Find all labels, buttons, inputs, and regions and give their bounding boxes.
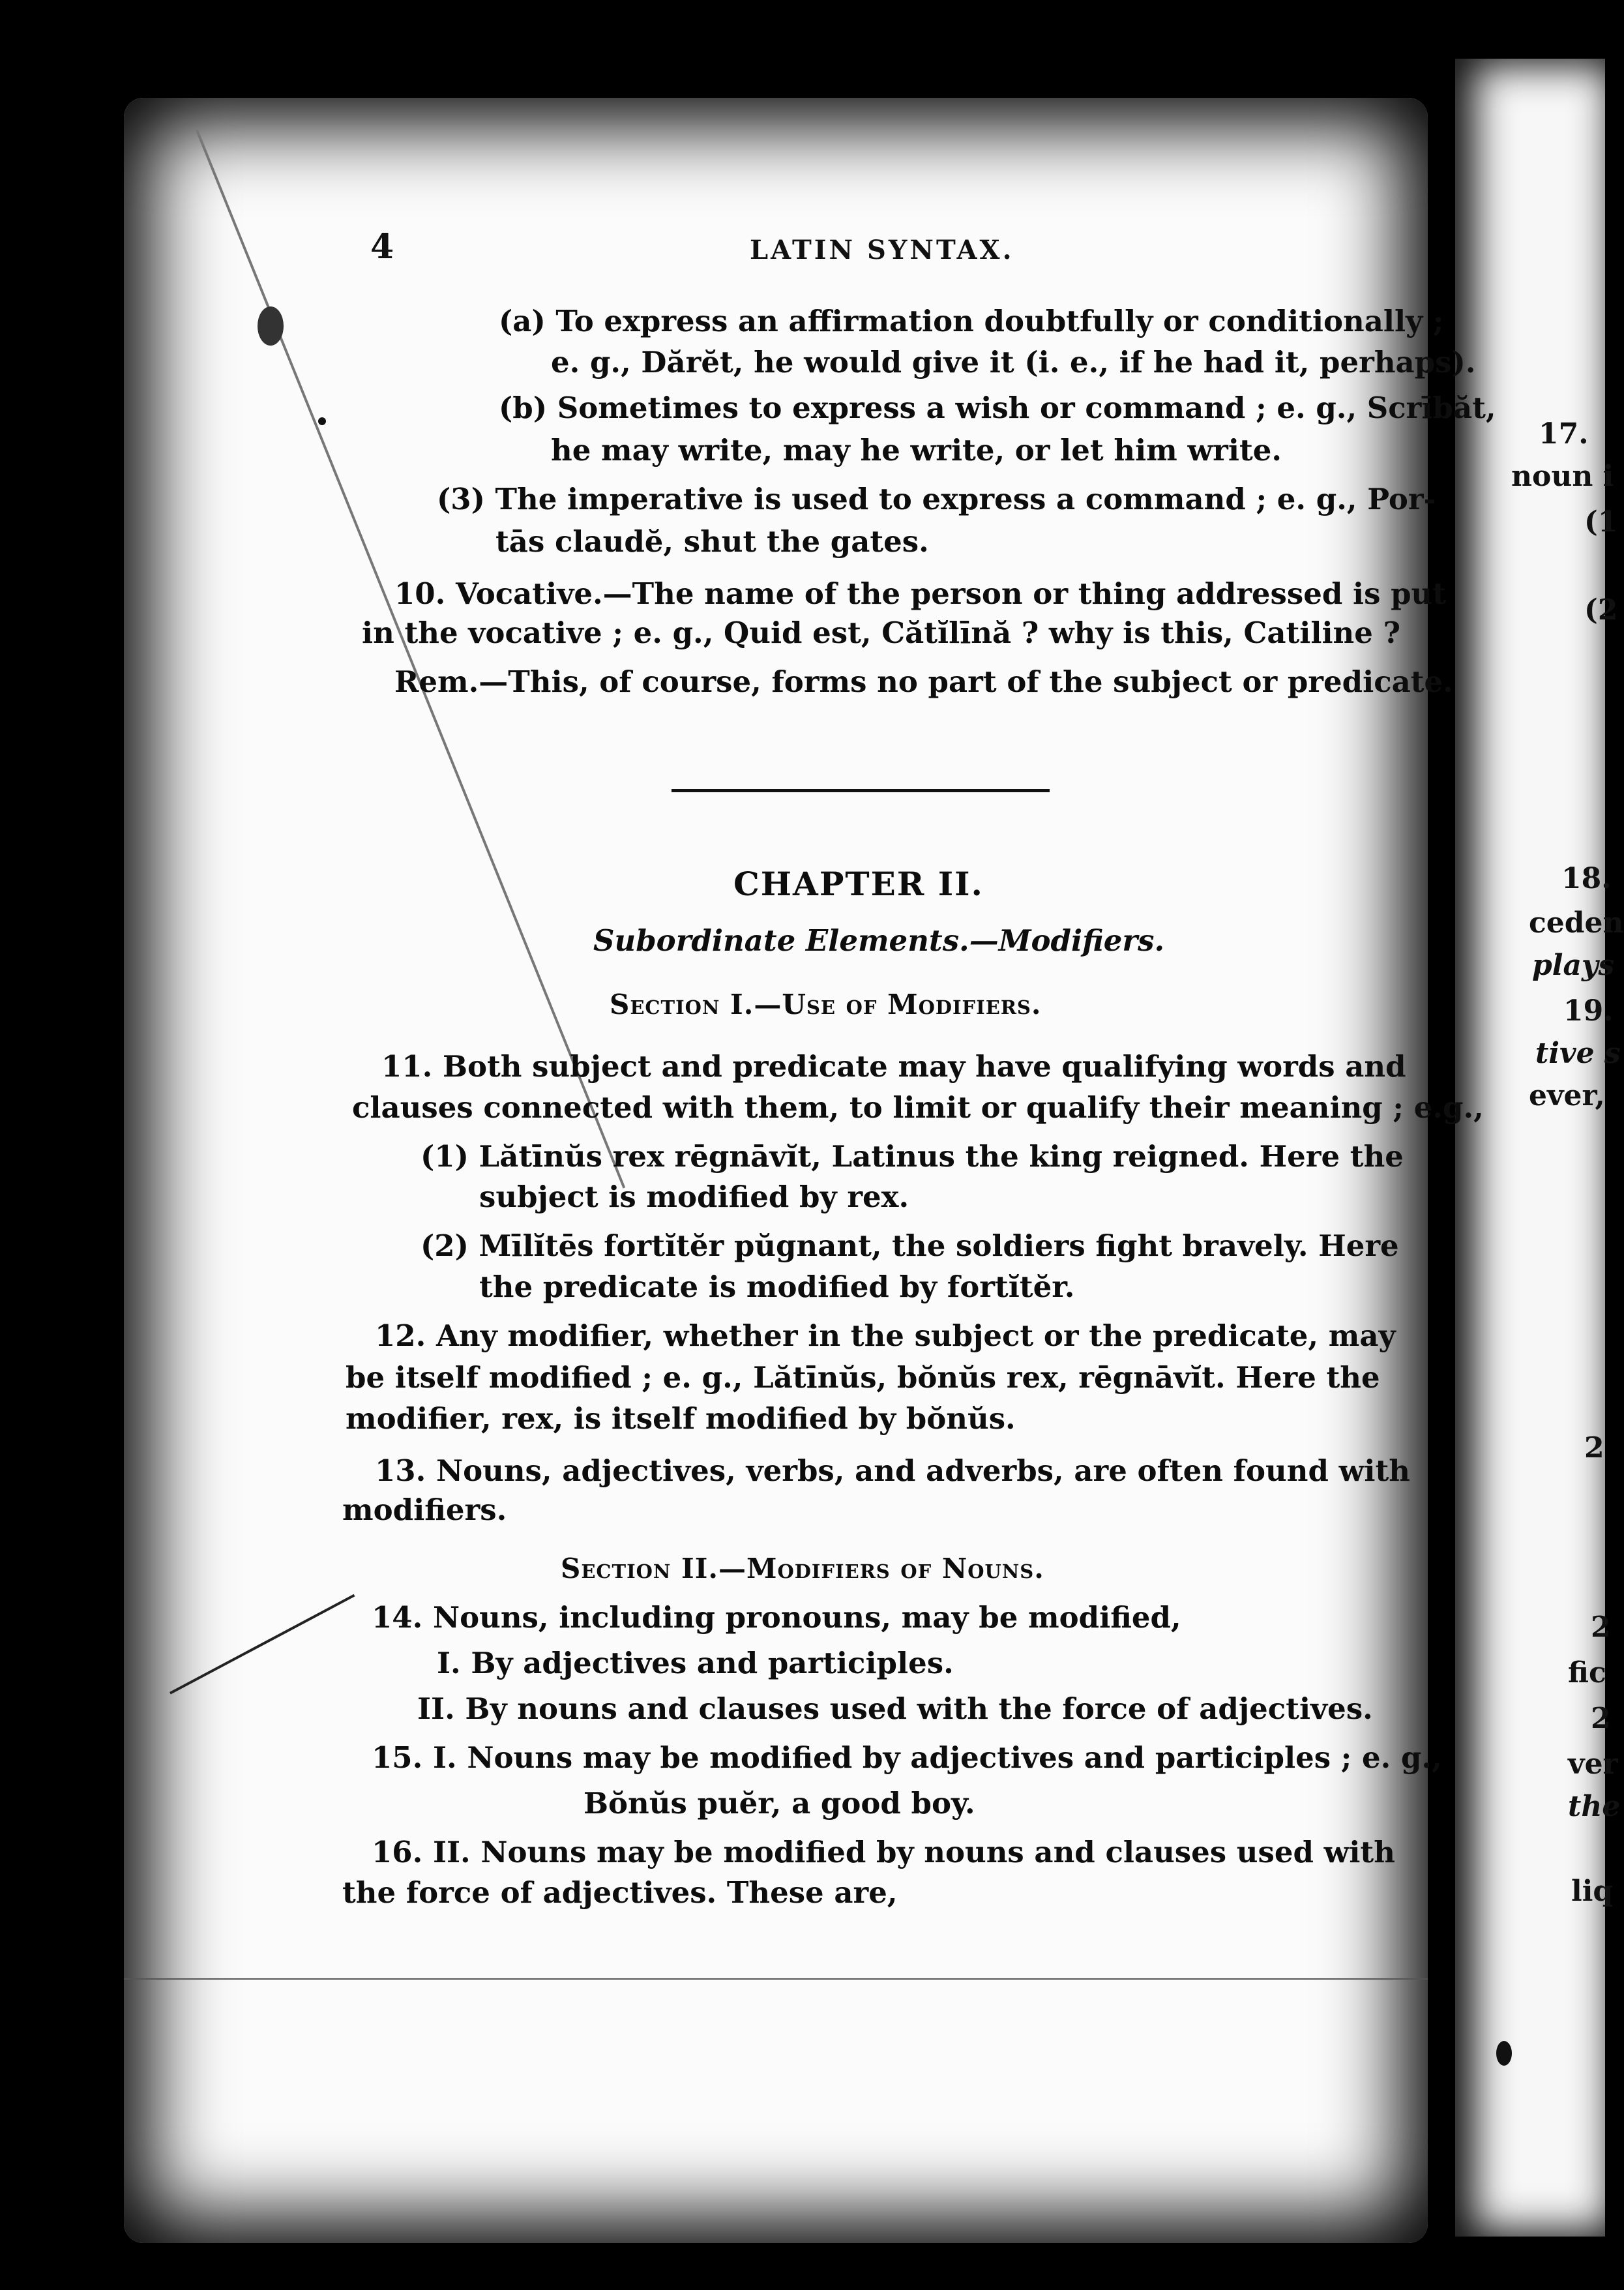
text-line: modifier, rex, is itself modified by bŏnŭs. — [346, 1401, 1016, 1436]
text-line: 14. Nouns, including pronouns, may be modified, — [372, 1600, 1181, 1635]
text-line: (a) To express an affirmation doubtfully or conditionally ; — [499, 304, 1444, 338]
ink-speck — [1496, 2041, 1512, 2066]
page-number: 4 — [370, 227, 394, 267]
text-line: Bŏnŭs puĕr, a good boy. — [583, 1786, 975, 1821]
next-page-text: 18. — [1561, 862, 1612, 895]
next-page-text: (1 — [1584, 505, 1618, 539]
next-page-text: liq — [1571, 1875, 1614, 1908]
next-page-text: tive s — [1535, 1037, 1621, 1070]
next-page-text: 2 — [1591, 1702, 1611, 1735]
text-line: modifiers. — [342, 1493, 507, 1527]
section-divider — [672, 789, 1050, 792]
text-line: the force of adjectives. These are, — [342, 1875, 898, 1910]
next-page-text: 2 — [1591, 1611, 1611, 1644]
text-line: subject is modified by rex. — [479, 1180, 909, 1214]
text-line: clauses connected with them, to limit or qualify their meaning ; e.g., — [352, 1090, 1484, 1125]
text-line: be itself modified ; e. g., Lătīnŭs, bŏnŭs rex, rēgnāvĭt. Here the — [346, 1360, 1380, 1395]
right-page-fragment — [1455, 59, 1605, 2237]
text-line: 10. Vocative.—The name of the person or thing addressed is put — [394, 576, 1447, 611]
section-heading: Section II.—Modifiers of Nouns. — [561, 1553, 1044, 1584]
text-line: 13. Nouns, adjectives, verbs, and adverbs, are often found with — [375, 1453, 1410, 1488]
next-page-text: fic — [1568, 1656, 1606, 1689]
text-line: (2) Mīlĭtēs fortĭtĕr pŭgnant, the soldiers fight bravely. Here — [421, 1228, 1399, 1263]
text-line: (1) Lătīnŭs rex rēgnāvĭt, Latinus the king reigned. Here the — [421, 1139, 1404, 1174]
text-line: e. g., Dărĕt, he would give it (i. e., if he had it, perhaps). — [551, 345, 1476, 379]
next-page-text: 19. — [1563, 994, 1614, 1028]
text-line: 12. Any modifier, whether in the subject or the predicate, may — [375, 1318, 1396, 1353]
text-line: he may write, may he write, or let him write. — [551, 433, 1282, 468]
next-page-text: the — [1568, 1790, 1621, 1823]
text-line: tās claudĕ, shut the gates. — [495, 524, 929, 559]
next-page-text: 2 — [1584, 1431, 1604, 1465]
next-page-text: plays — [1532, 949, 1615, 982]
ink-blot — [258, 306, 284, 346]
page-bottom-rule — [124, 1978, 1428, 1980]
chapter-title: CHAPTER II. — [733, 865, 984, 903]
next-page-text: noun i — [1511, 460, 1614, 493]
text-line: the predicate is modified by fortĭtĕr. — [479, 1270, 1075, 1304]
text-line: (3) The imperative is used to express a command ; e. g., Por- — [437, 482, 1436, 516]
text-line: II. By nouns and clauses used with the force of adjectives. — [417, 1691, 1373, 1726]
next-page-text: ever, — [1529, 1079, 1605, 1112]
ink-speck — [318, 417, 326, 425]
next-page-text: ver — [1568, 1747, 1618, 1781]
chapter-subtitle: Subordinate Elements.—Modifiers. — [593, 923, 1165, 958]
next-page-text: 17. — [1539, 417, 1589, 451]
running-head: LATIN SYNTAX. — [750, 235, 1014, 265]
next-page-text: ceden — [1529, 906, 1624, 940]
text-line: Rem.—This, of course, forms no part of the subject or predicate. — [394, 664, 1453, 699]
text-line: I. By adjectives and participles. — [437, 1646, 954, 1680]
section-heading: Section I.—Use of Modifiers. — [610, 989, 1042, 1020]
text-line: (b) Sometimes to express a wish or command ; e. g., Scrībăt, — [499, 391, 1496, 425]
text-line: 11. Both subject and predicate may have qualifying words and — [381, 1049, 1406, 1084]
text-line: in the vocative ; e. g., Quid est, Cătĭlīnă ? why is this, Catiline ? — [362, 616, 1400, 650]
text-line: 16. II. Nouns may be modified by nouns and clauses used with — [372, 1835, 1395, 1869]
next-page-text: (2 — [1584, 593, 1618, 627]
text-line: 15. I. Nouns may be modified by adjectives and participles ; e. g., — [372, 1740, 1442, 1775]
